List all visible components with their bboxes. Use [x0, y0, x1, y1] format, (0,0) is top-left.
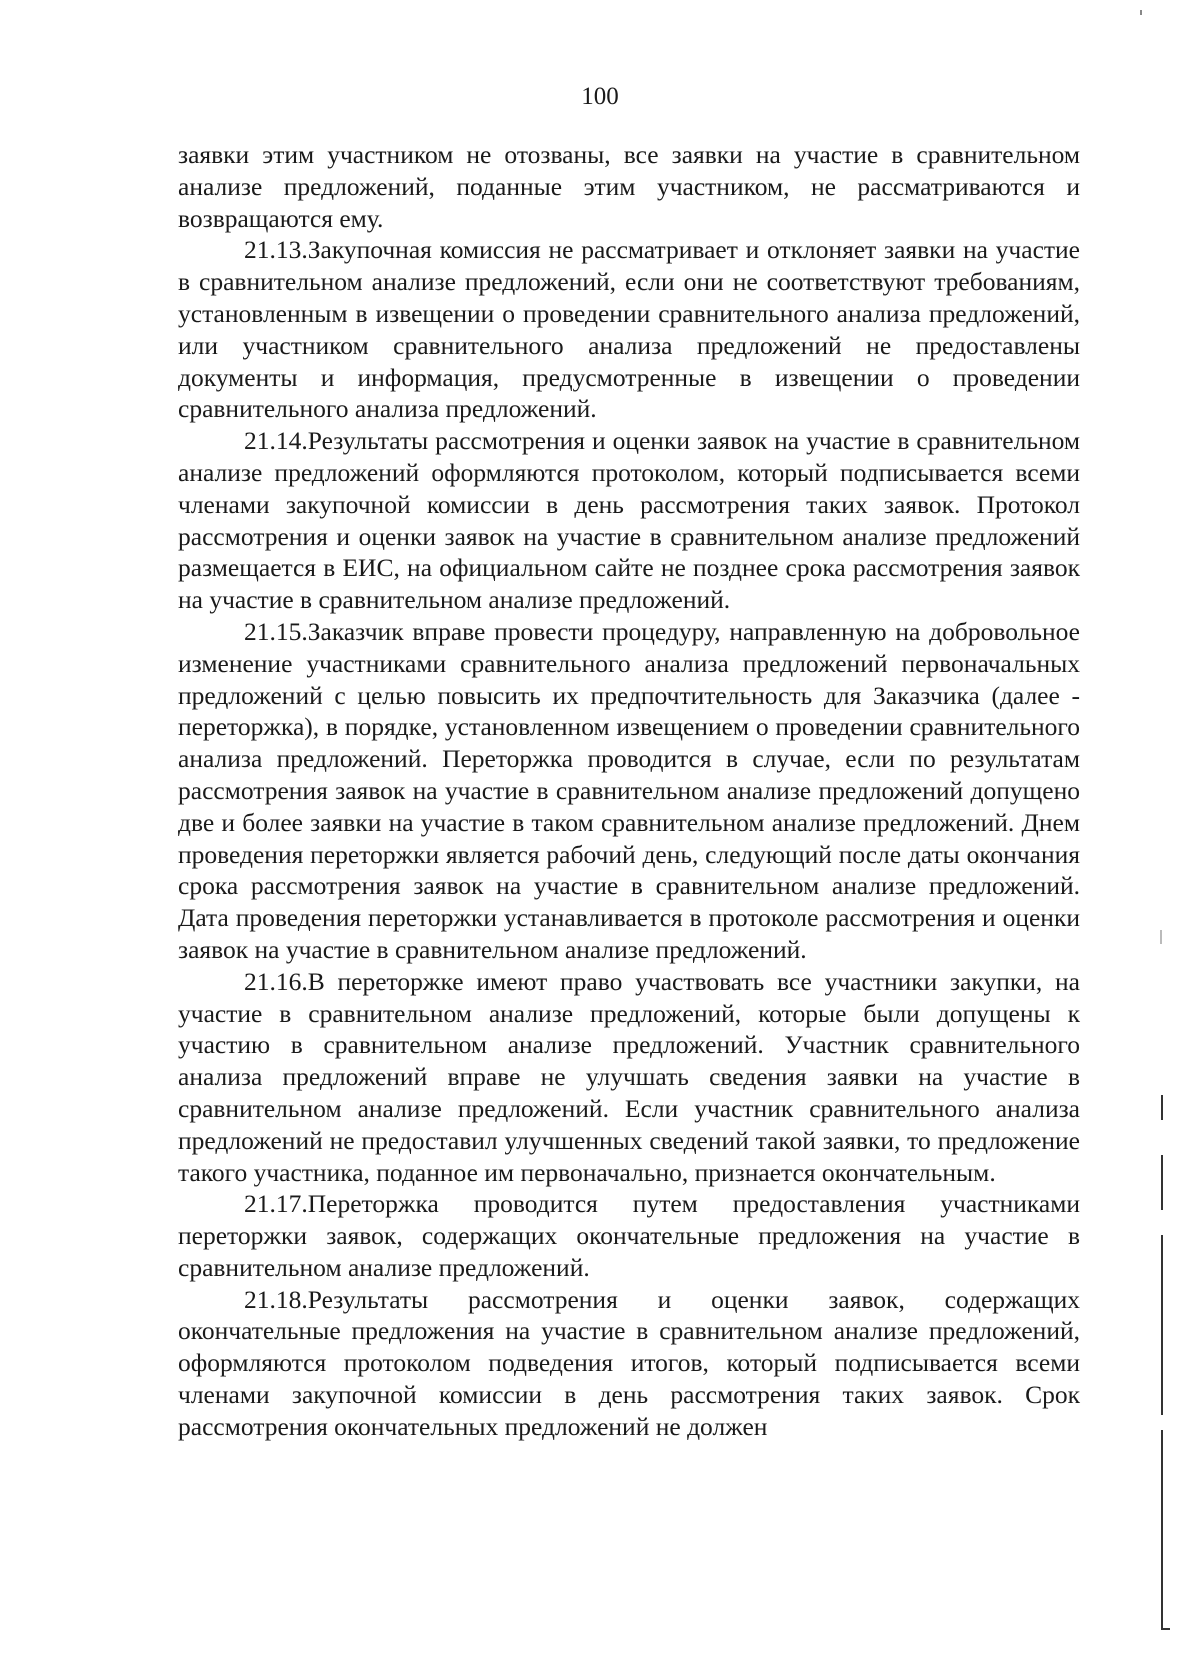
scan-edge-foot	[1161, 1628, 1170, 1630]
scan-edge-line	[1161, 1430, 1163, 1630]
scan-edge-line	[1161, 1235, 1163, 1415]
scan-artifact-dot	[1160, 930, 1162, 944]
paragraph-continuation: заявки этим участником не отозваны, все заявки на участие в сравнительном анализе предложений, поданные этим участником, не рассматриваются и возвращаются ему.	[178, 140, 1080, 233]
paragraph-21-18: 21.18.Результаты рассмотрения и оценки заявок, содержащих окончательные предложения на участие в сравнительном анализе предложений, оформляются протоколом подведения итогов, который подписывается всеми членами закупочной комиссии в день рассмотрения таких заявок. Срок рассмотрения окончательных предложений не должен	[178, 1284, 1080, 1441]
scan-edge-line	[1161, 1095, 1163, 1120]
scan-edge-line	[1161, 1155, 1163, 1210]
document-body	[178, 139, 1080, 1443]
page-number: 100	[581, 83, 619, 110]
paragraph-21-14: 21.14.Результаты рассмотрения и оценки заявок на участие в сравнительном анализе предложений оформляются протоколом, который подписывается всеми членами закупочной комиссии в день рассмотрения таких заявок. Протокол рассмотрения и оценки заявок на участие в сравнительном анализе предложений размещается в ЕИС, на официальном сайте не позднее срока рассмотрения заявок на участие в сравнительном анализе предложений.	[178, 426, 1080, 615]
scan-artifact-dot	[1140, 10, 1142, 15]
paragraph-21-13: 21.13.Закупочная комиссия не рассматривает и отклоняет заявки на участие в сравнительном анализе предложений, если они не соответствуют требованиям, установленным в извещении о проведении сравнительного анализа предложений, или участником сравнительного анализа предложений не предоставлены документы и информация, предусмотренные в извещении о проведении сравнительного анализа предложений.	[178, 235, 1080, 424]
paragraph-21-17: 21.17.Переторжка проводится путем предоставления участниками переторжки заявок, содержащих окончательные предложения на участие в сравнительном анализе предложений.	[178, 1189, 1080, 1282]
paragraph-21-16: 21.16.В переторжке имеют право участвовать все участники закупки, на участие в сравнительном анализе предложений, которые были допущены к участию в сравнительном анализе предложений. Участник сравнительного анализа предложений вправе не улучшать сведения заявки на участие в сравнительном анализе предложений. Если участник сравнительного анализа предложений не предоставил улучшенных сведений такой заявки, то предложение такого участника, поданное им первоначально, признается окончательным.	[178, 966, 1080, 1187]
paragraph-21-15: 21.15.Заказчик вправе провести процедуру, направленную на добровольное изменение участниками сравнительного анализа предложений первоначальных предложений с целью повысить их предпочтительность для Заказчика (далее - переторжка), в порядке, установленном извещением о проведении сравнительного анализа предложений. Переторжка проводится в случае, если по результатам рассмотрения заявок на участие в сравнительном анализе предложений допущено две и более заявки на участие в таком сравнительном анализе предложений. Днем проведения переторжки является рабочий день, следующий после даты окончания срока рассмотрения заявок на участие в сравнительном анализе предложений. Дата проведения переторжки устанавливается в протоколе рассмотрения и оценки заявок на участие в сравнительном анализе предложений.	[178, 616, 1080, 964]
